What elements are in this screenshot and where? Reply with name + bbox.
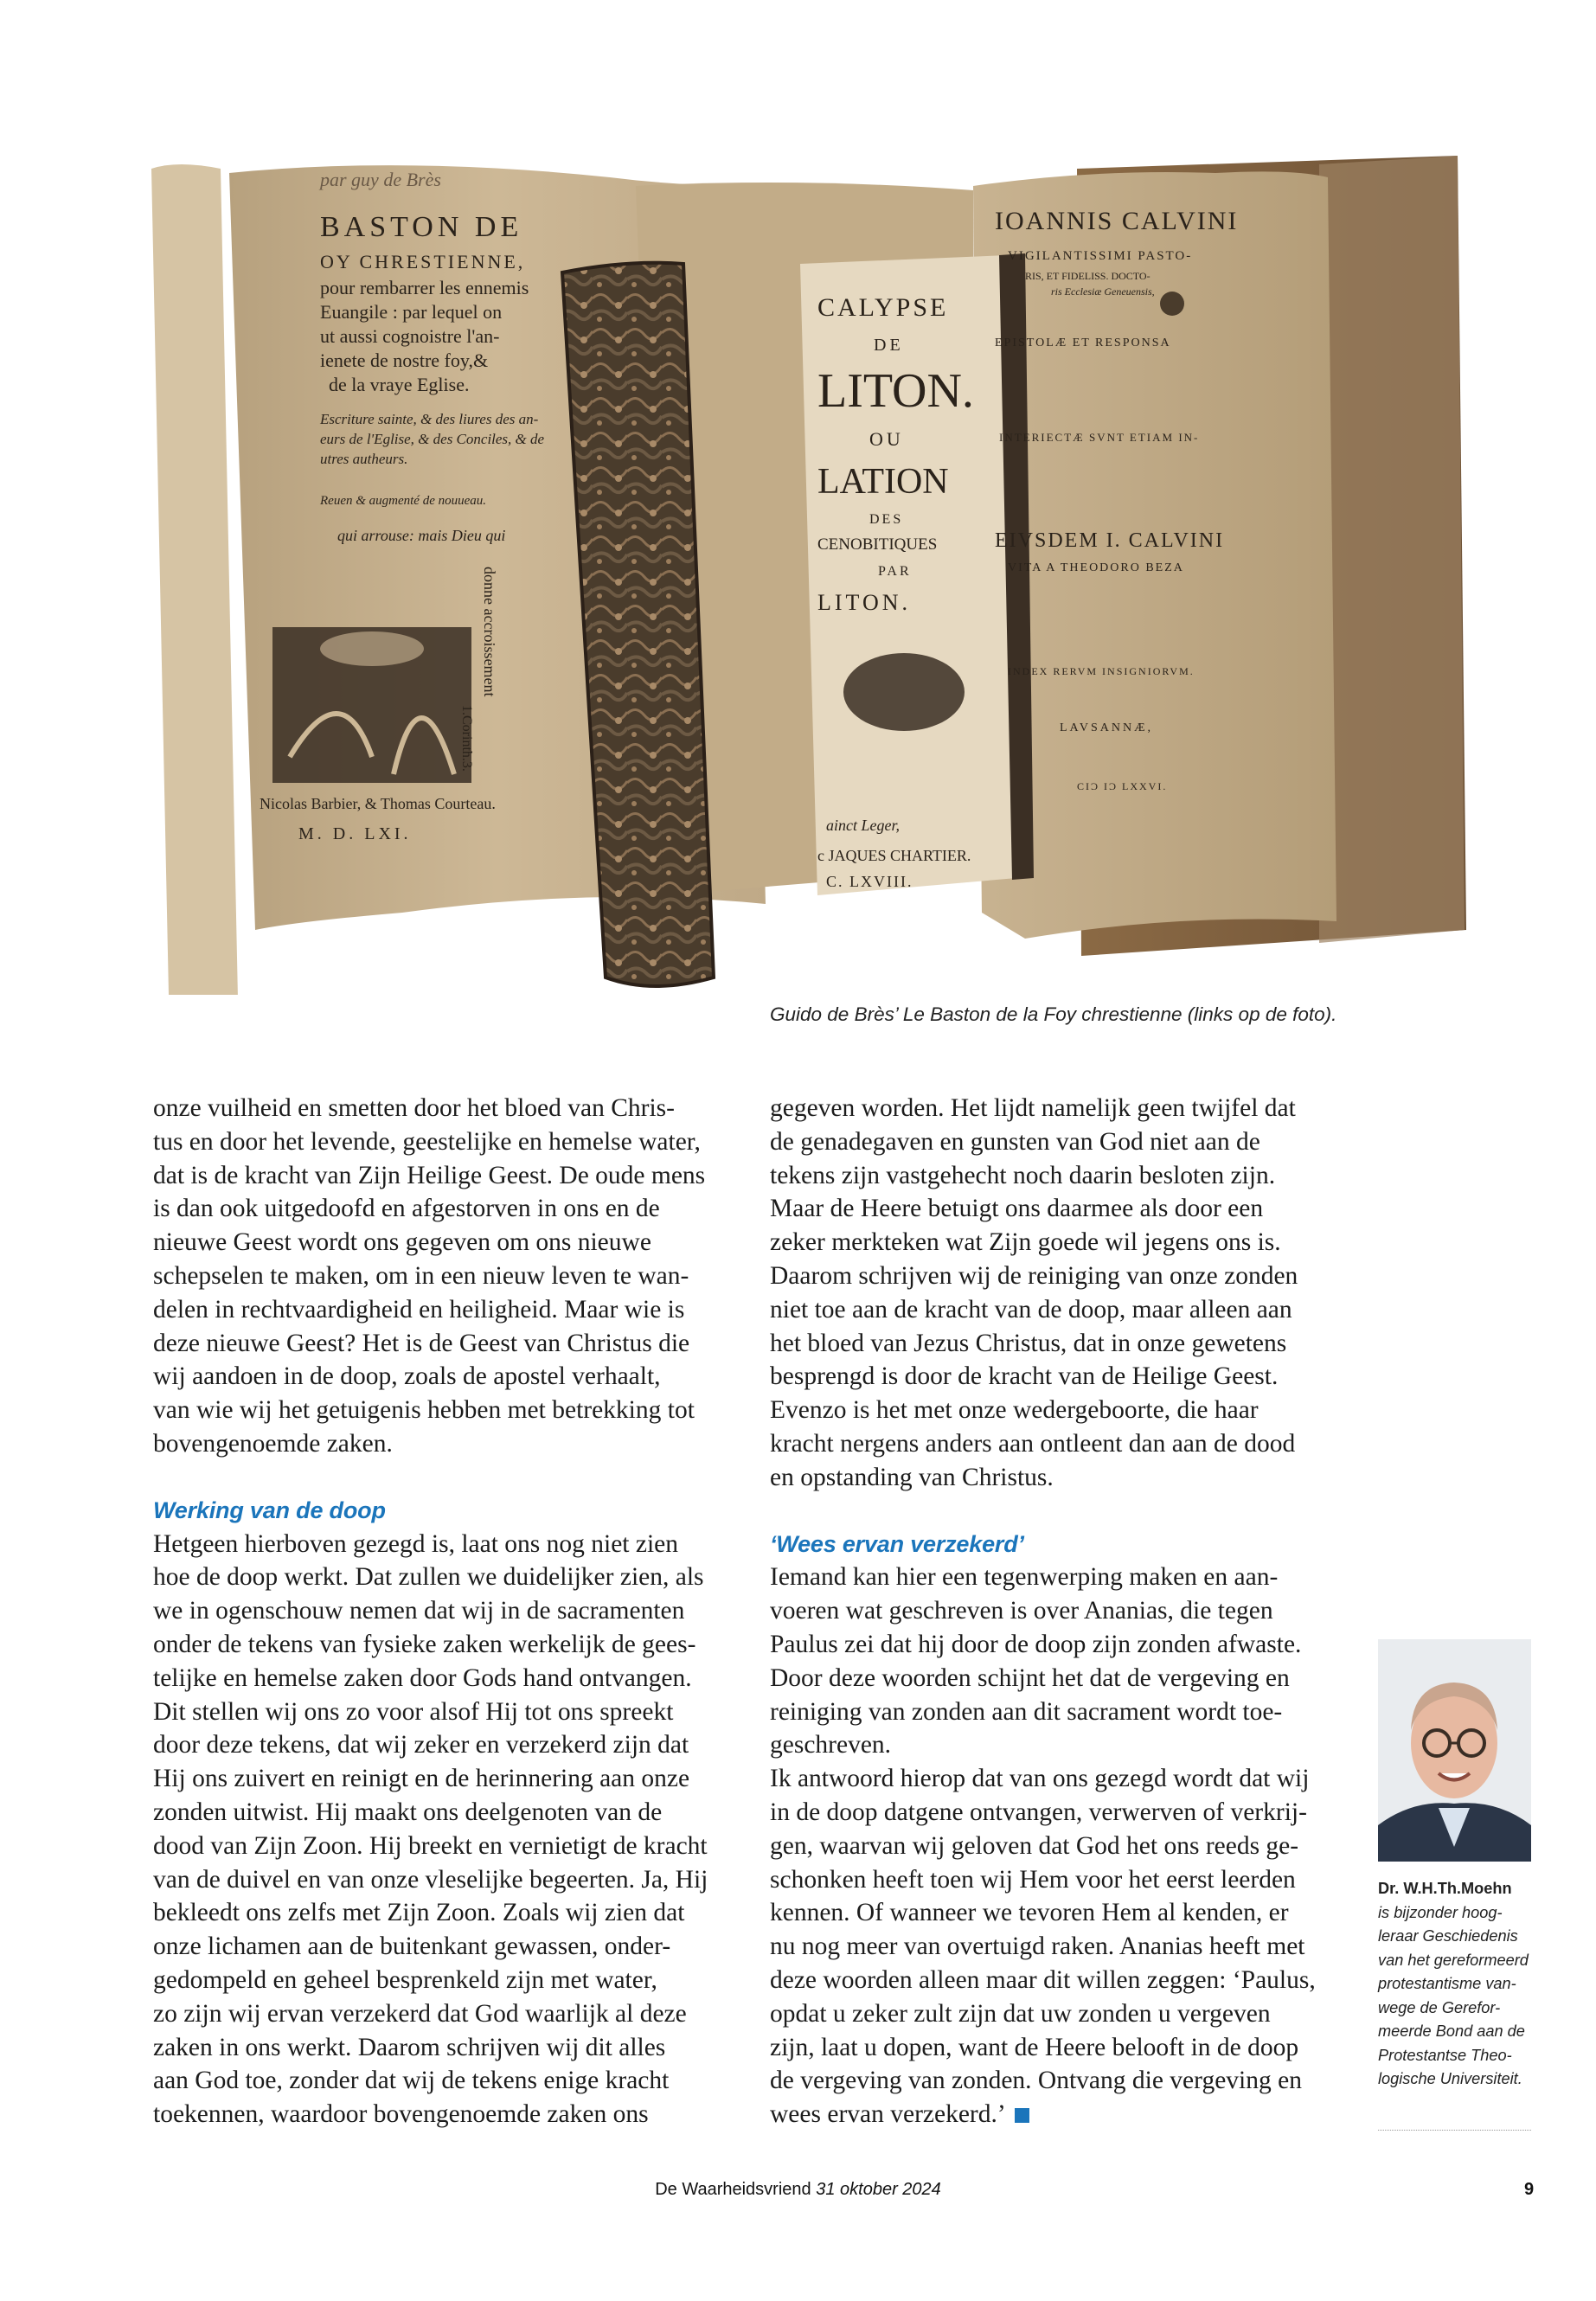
text-line: reiniging van zonden aan dit sacrament wordt toe- <box>770 1697 1283 1726</box>
text-line: Maar de Heere betuigt ons daarmee als door een <box>770 1195 1264 1223</box>
text-line: zeker merkteken wat Zijn goede wil jegens ons is. <box>770 1228 1281 1257</box>
svg-text:Euangile : par lequel on: Euangile : par lequel on <box>320 301 503 323</box>
text-line: van de duivel en van onze vleselijke begeerten. Ja, Hij <box>153 1865 708 1894</box>
page-number: 9 <box>1524 2180 1535 2199</box>
text-line: tekens zijn vastgehecht noch daarin besloten zijn. <box>770 1161 1276 1189</box>
author-bio-line: meerde Bond aan de <box>1378 2022 1525 2040</box>
svg-text:IOANNIS CALVINI: IOANNIS CALVINI <box>995 207 1239 235</box>
text-line: geschreven. <box>770 1731 892 1759</box>
text-line: dood van Zijn Zoon. Hij breekt en vernietigt de kracht <box>153 1831 708 1860</box>
svg-text:OU: OU <box>869 428 904 450</box>
svg-text:RIS, ET FIDELISS. DOCTO-: RIS, ET FIDELISS. DOCTO- <box>1025 270 1151 282</box>
author-bio-line: is bijzonder hoog- <box>1378 1903 1503 1921</box>
text-line: van wie wij het getuigenis hebben met betrekking tot <box>153 1396 695 1425</box>
text-line: Iemand kan hier een tegenwerping maken en aan- <box>770 1563 1279 1592</box>
svg-text:ienete de nostre foy,&: ienete de nostre foy,& <box>320 349 489 371</box>
svg-text:eurs de l'Eglise, & des Concil: eurs de l'Eglise, & des Conciles, & de <box>320 431 545 447</box>
text-line: nieuwe Geest wordt ons gegeven om ons nieuwe <box>153 1228 651 1257</box>
svg-text:CENOBITIQUES: CENOBITIQUES <box>817 535 938 554</box>
text-line: onze vuilheid en smetten door het bloed van Chris- <box>153 1094 675 1122</box>
svg-text:LAVSANNÆ,: LAVSANNÆ, <box>1060 721 1154 734</box>
text-line: kracht nergens anders aan ontleent dan aan de dood <box>770 1429 1296 1458</box>
text-line: Daarom schrijven wij de reiniging van onze zonden <box>770 1261 1298 1290</box>
text-line: Door deze woorden schijnt het dat de vergeving en <box>770 1663 1290 1692</box>
text-line: zaken in ons werkt. Daarom schrijven wij dit alles <box>153 2033 666 2061</box>
text-line: we in ogenschouw nemen dat wij in de sacramenten <box>153 1597 685 1625</box>
text-line: bovengenoemde zaken. <box>153 1429 393 1458</box>
magazine-name: De Waarheidsvriend <box>655 2180 811 2199</box>
svg-text:Nicolas Barbier, & Thomas Cour: Nicolas Barbier, & Thomas Courteau. <box>260 795 496 812</box>
text-line: gedompeld en geheel besprenkeld zijn met water, <box>153 1965 657 1994</box>
svg-text:ris Ecclesiæ Geneuensis,: ris Ecclesiæ Geneuensis, <box>1051 285 1155 298</box>
paragraph <box>770 1762 1341 2131</box>
svg-text:DES: DES <box>869 512 904 527</box>
photo-caption: Guido de Brès’ Le Baston de la Foy chrestienne (links op de foto). <box>770 1003 1337 1025</box>
text-line: Hij ons zuivert en reinigt en de herinnering aan onze <box>153 1765 690 1793</box>
left-book-cover <box>151 164 238 995</box>
text-line: delen in rechtvaardigheid en heiligheid. Maar wie is <box>153 1295 685 1324</box>
text-line: opdat u zeker zult zijn dat uw zonden u vergeven <box>770 1999 1271 2028</box>
last-line-text: wees ervan verzekerd.’ <box>770 2100 1006 2129</box>
text-line: de genadegaven en gunsten van God niet aan de <box>770 1127 1260 1156</box>
author-name: Dr. W.H.Th.Moehn <box>1378 1880 1512 1897</box>
svg-text:pour rembarrer les ennemis: pour rembarrer les ennemis <box>320 277 529 298</box>
author-bio-line: leraar Geschiedenis <box>1378 1927 1518 1945</box>
text-line: schepselen te maken, om in een nieuw leven te wan- <box>153 1261 689 1290</box>
section-heading: ‘Wees ervan verzekerd’ <box>770 1530 1024 1557</box>
svg-text:CIƆ IƆ LXXVI.: CIƆ IƆ LXXVI. <box>1077 780 1168 792</box>
section-heading: Werking van de doop <box>153 1497 386 1523</box>
svg-text:OY CHRESTIENNE,: OY CHRESTIENNE, <box>320 251 526 272</box>
text-line: de vergeving van zonden. Ontvang die vergeving en <box>770 2067 1302 2095</box>
svg-text:Escriture sainte, & des liures: Escriture sainte, & des liures des an- <box>320 411 539 427</box>
text-line: door deze tekens, dat wij zeker en verzekerd zijn dat <box>153 1731 689 1759</box>
end-of-article-square-icon <box>1015 2108 1029 2123</box>
text-line: niet toe aan de kracht van de doop, maar alleen aan <box>770 1295 1292 1324</box>
paragraph <box>770 1092 1341 1495</box>
text-line: dat is de kracht van Zijn Heilige Geest. De oude mens <box>153 1161 706 1189</box>
svg-text:qui arrouse: mais Dieu qui: qui arrouse: mais Dieu qui <box>337 527 506 544</box>
text-line: Ik antwoord hierop dat van ons gezegd wordt dat wij <box>770 1765 1310 1793</box>
svg-text:EIVSDEM I. CALVINI: EIVSDEM I. CALVINI <box>995 529 1225 552</box>
text-line: besprengd is door de kracht van de Heilige Geest. <box>770 1362 1279 1391</box>
right-book-page-edges <box>1319 156 1465 943</box>
book-photo <box>143 151 1475 995</box>
text-line: voeren wat geschreven is over Ananias, die tegen <box>770 1597 1273 1625</box>
text-line: toekennen, waardoor bovengenoemde zaken ons <box>153 2100 649 2129</box>
text-line: Hetgeen hierboven gezegd is, laat ons nog niet zien <box>153 1529 678 1558</box>
article-column-right <box>770 1092 1341 2131</box>
text-line: gegeven worden. Het lijdt namelijk geen twijfel dat <box>770 1094 1296 1122</box>
footer-publication <box>0 2180 1596 2200</box>
text-line: zonden uitwist. Hij maakt ons deelgenoten van de <box>153 1798 663 1826</box>
svg-text:LITON.: LITON. <box>817 590 912 615</box>
svg-text:EPISTOLÆ ET RESPONSA: EPISTOLÆ ET RESPONSA <box>995 336 1171 349</box>
issue-date: 31 oktober 2024 <box>816 2180 941 2199</box>
text-line: Evenzo is het met onze wedergeboorte, die haar <box>770 1396 1259 1425</box>
author-bio-line: Protestantse Theo- <box>1378 2046 1512 2064</box>
text-line: aan God toe, zonder dat wij de tekens enige kracht <box>153 2067 670 2095</box>
text-line: deze nieuwe Geest? Het is de Geest van Christus die <box>153 1329 690 1357</box>
text-line: zo zijn wij ervan verzekerd dat God waarlijk al deze <box>153 1999 687 2028</box>
article-column-left <box>153 1092 724 2131</box>
svg-text:c JAQUES CHARTIER.: c JAQUES CHARTIER. <box>817 847 971 864</box>
svg-text:DE: DE <box>874 336 904 355</box>
text-line: onze lichamen aan de buitenkant gewassen, onder- <box>153 1932 671 1961</box>
text-line: onder de tekens van fysieke zaken werkelijk de gees- <box>153 1630 696 1658</box>
svg-text:CALYPSE: CALYPSE <box>817 293 949 322</box>
author-bio-line: van het gereformeerd <box>1378 1951 1529 1969</box>
text-line: gen, waarvan wij geloven dat God het ons reeds ge- <box>770 1831 1299 1860</box>
text-line: bekleedt ons zelfs met Zijn Zoon. Zoals wij zien dat <box>153 1899 685 1927</box>
text-line: nu nog meer van overtuigd raken. Ananias heeft met <box>770 1932 1305 1961</box>
author-bio-line: protestantisme van- <box>1378 1975 1516 1992</box>
text-line: en opstanding van Christus. <box>770 1463 1054 1491</box>
text-line: is dan ook uitgedoofd en afgestorven in ons en de <box>153 1195 660 1223</box>
svg-text:INDEX RERVM INSIGNIORVM.: INDEX RERVM INSIGNIORVM. <box>1008 665 1195 677</box>
text-line <box>770 2098 1341 2131</box>
svg-text:Reuen & augmenté de nouueau.: Reuen & augmenté de nouueau. <box>320 494 487 508</box>
author-bio-line: logische Universiteit. <box>1378 2070 1522 2087</box>
text-line: telijke en hemelse zaken door Gods hand ontvangen. <box>153 1663 692 1692</box>
text-line: Dit stellen wij ons zo voor alsof Hij tot ons spreekt <box>153 1697 674 1726</box>
printer-ornament <box>843 653 965 731</box>
divider <box>1378 2130 1531 2131</box>
author-bio <box>1378 1877 1538 2092</box>
text-line: wij aandoen in de doop, zoals de apostel verhaalt, <box>153 1362 661 1391</box>
svg-text:M. D. LXI.: M. D. LXI. <box>298 824 412 843</box>
svg-text:VITA A THEODORO BEZA: VITA A THEODORO BEZA <box>1008 561 1184 574</box>
text-line: in de doop datgene ontvangen, verwerven of verkrij- <box>770 1798 1307 1826</box>
svg-text:LITON.: LITON. <box>817 364 974 418</box>
paragraph <box>153 1528 724 2131</box>
author-portrait <box>1378 1639 1531 1862</box>
svg-text:ainct Leger,: ainct Leger, <box>826 817 900 834</box>
paragraph <box>153 1092 724 1461</box>
svg-text:LATION: LATION <box>817 462 949 502</box>
svg-text:utres autheurs.: utres autheurs. <box>320 451 408 467</box>
paragraph <box>770 1561 1341 1762</box>
handwritten-note: par guy de Brès <box>320 169 441 190</box>
svg-text:PAR: PAR <box>878 564 912 579</box>
text-line: het bloed van Jezus Christus, dat in onze gewetens <box>770 1329 1287 1357</box>
text-line: tus en door het levende, geestelijke en hemelse water, <box>153 1127 701 1156</box>
svg-text:donne accroissement: donne accroissement <box>481 567 498 697</box>
text-line: zijn, laat u dopen, want de Heere belooft in de doop <box>770 2033 1299 2061</box>
svg-text:BASTON DE: BASTON DE <box>320 211 523 243</box>
text-line: kennen. Of wanneer we tevoren Hem al kenden, er <box>770 1899 1289 1927</box>
text-line: hoe de doop werkt. Dat zullen we duidelijker zien, als <box>153 1563 704 1592</box>
svg-text:INTERIECTÆ SVNT ETIAM IN-: INTERIECTÆ SVNT ETIAM IN- <box>999 431 1200 444</box>
svg-text:de la vraye Eglise.: de la vraye Eglise. <box>329 374 470 395</box>
svg-text:1.Corinth.3.: 1.Corinth.3. <box>459 705 474 772</box>
author-bio-line: wege de Gerefor- <box>1378 1998 1501 2016</box>
svg-text:ut aussi cognoistre l'an-: ut aussi cognoistre l'an- <box>320 325 500 347</box>
svg-text:VIGILANTISSIMI PASTO-: VIGILANTISSIMI PASTO- <box>1008 249 1193 263</box>
svg-text:C. LXVIII.: C. LXVIII. <box>826 873 913 890</box>
text-line: deze woorden alleen maar dit willen zeggen: ‘Paulus, <box>770 1965 1316 1994</box>
text-line: schonken heeft toen wij Hem voor het eerst leerden <box>770 1865 1296 1894</box>
text-line: Paulus zei dat hij door de doop zijn zonden afwaste. <box>770 1630 1302 1658</box>
